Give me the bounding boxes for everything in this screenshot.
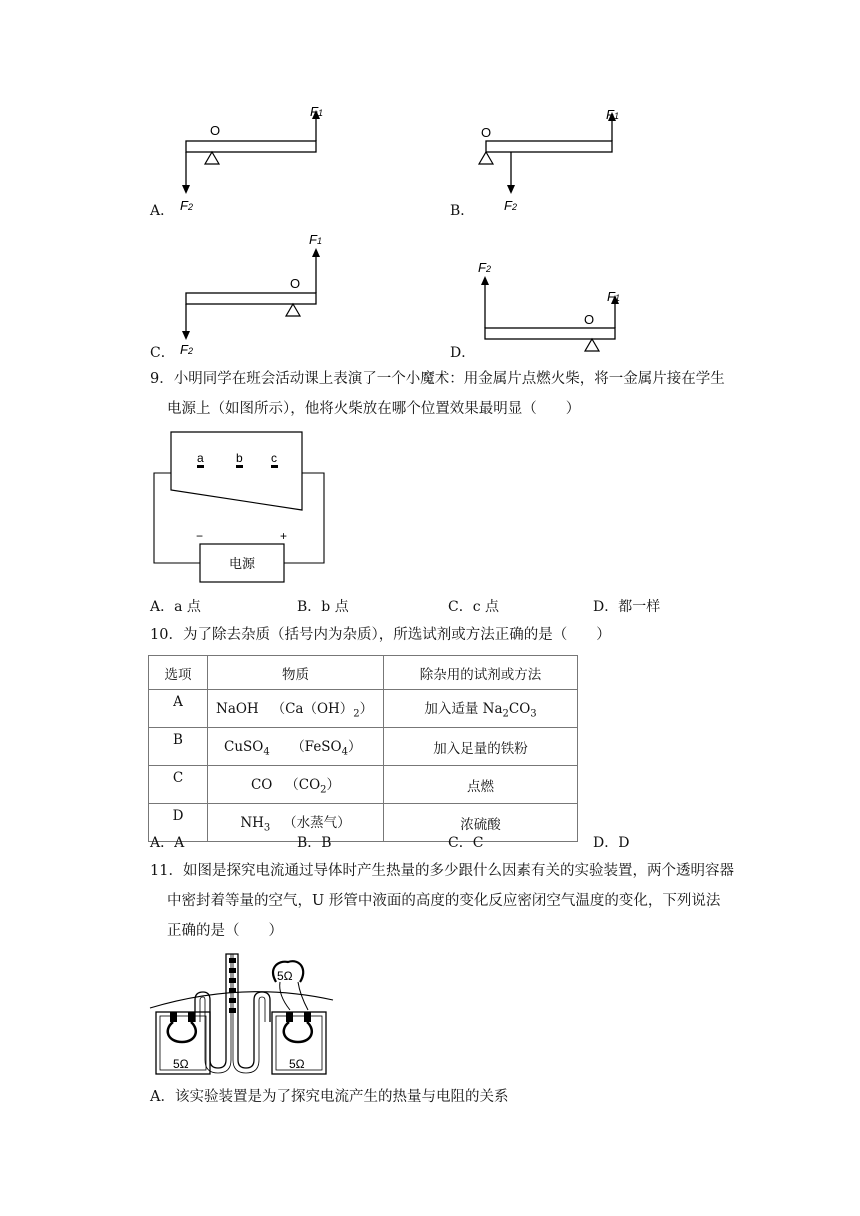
power-source-label: 电源 [228,557,256,572]
svg-text:F2: F2 [180,342,193,357]
svg-text:+: + [280,529,288,543]
lever-diagram-d [470,258,630,358]
svg-text:5Ω: 5Ω [289,1057,305,1071]
q10-option-c: C．C [448,835,484,851]
table-row: D $NH_3$ （水蒸气） 浓硫酸 [149,804,578,842]
svg-text:b: b [236,451,243,465]
option-b-label: B． [450,203,475,219]
question-10-stem: 10．为了除去杂质（括号内为杂质），所选试剂或方法正确的是（ ） [150,627,611,643]
svg-text:O: O [481,125,492,140]
joule-heating-apparatus-diagram [148,950,338,1080]
q9-option-b: B．b 点 [297,599,349,615]
svg-text:F1: F1 [606,107,619,122]
q9-option-d: D．都一样 [593,599,661,615]
svg-text:F2: F2 [478,260,491,275]
question-11-option-a: A．该实验装置是为了探究电流产生的热量与电阻的关系 [150,1089,509,1105]
lever-diagram-c [170,228,330,358]
svg-text:O: O [290,276,301,291]
q9-option-c: C．c 点 [448,599,500,615]
q10-option-a: A．A [150,835,185,851]
svg-text:a: a [197,451,204,465]
q10-option-d: D．D [593,835,630,851]
svg-text:5Ω: 5Ω [173,1057,189,1071]
svg-text:O: O [584,312,595,327]
svg-text:−: − [196,529,204,543]
svg-text:F1: F1 [309,232,322,247]
table-row: A NaOH $(Ca(OH)_2)$ 加入适量 $Na_2CO_3$ [149,690,578,728]
table-row: B CuSO$_4$ （FeSO$_4$） 加入足量的铁粉 [149,728,578,766]
question-9-stem: 9．小明同学在班会活动课上表演了一个小魔术：用金属片点燃火柴，将一金属片接在学生 电源上（如图所示），他将火柴放在哪个位置效果最明显（ ） [150,371,725,417]
lever-diagram-b [470,100,630,220]
svg-text:F1: F1 [607,289,620,304]
svg-text:F2: F2 [180,198,193,213]
impurity-table [148,655,578,842]
table-row: C CO $(CO_2)$ 点燃 [149,766,578,804]
svg-text:F2: F2 [504,198,517,213]
option-c-label: C． [150,345,175,361]
svg-text:5Ω: 5Ω [277,969,293,983]
table-header-row: 选项 物质 除杂用的试剂或方法 [149,656,578,690]
option-a-label: A． [150,203,175,219]
question-9-options [0,596,860,616]
q10-option-b: B．B [297,835,332,851]
svg-text:F1: F1 [310,104,323,119]
q9-option-a: A．a 点 [150,599,201,615]
lever-diagram-a [170,100,330,220]
question-11-stem: 11．如图是探究电流通过导体时产生热量的多少跟什么因素有关的实验装置，两个透明容器 中密封着等量的空气，U 形管中液面的高度的变化反应密闭空气温度的变化，下列说法 正确的是（ ） [150,863,734,939]
pivot-label-o: O [210,123,221,138]
option-d-label: D． [450,345,476,361]
metal-strip-circuit-diagram [150,428,330,588]
svg-text:c: c [271,451,277,465]
question-10-options [0,832,860,852]
